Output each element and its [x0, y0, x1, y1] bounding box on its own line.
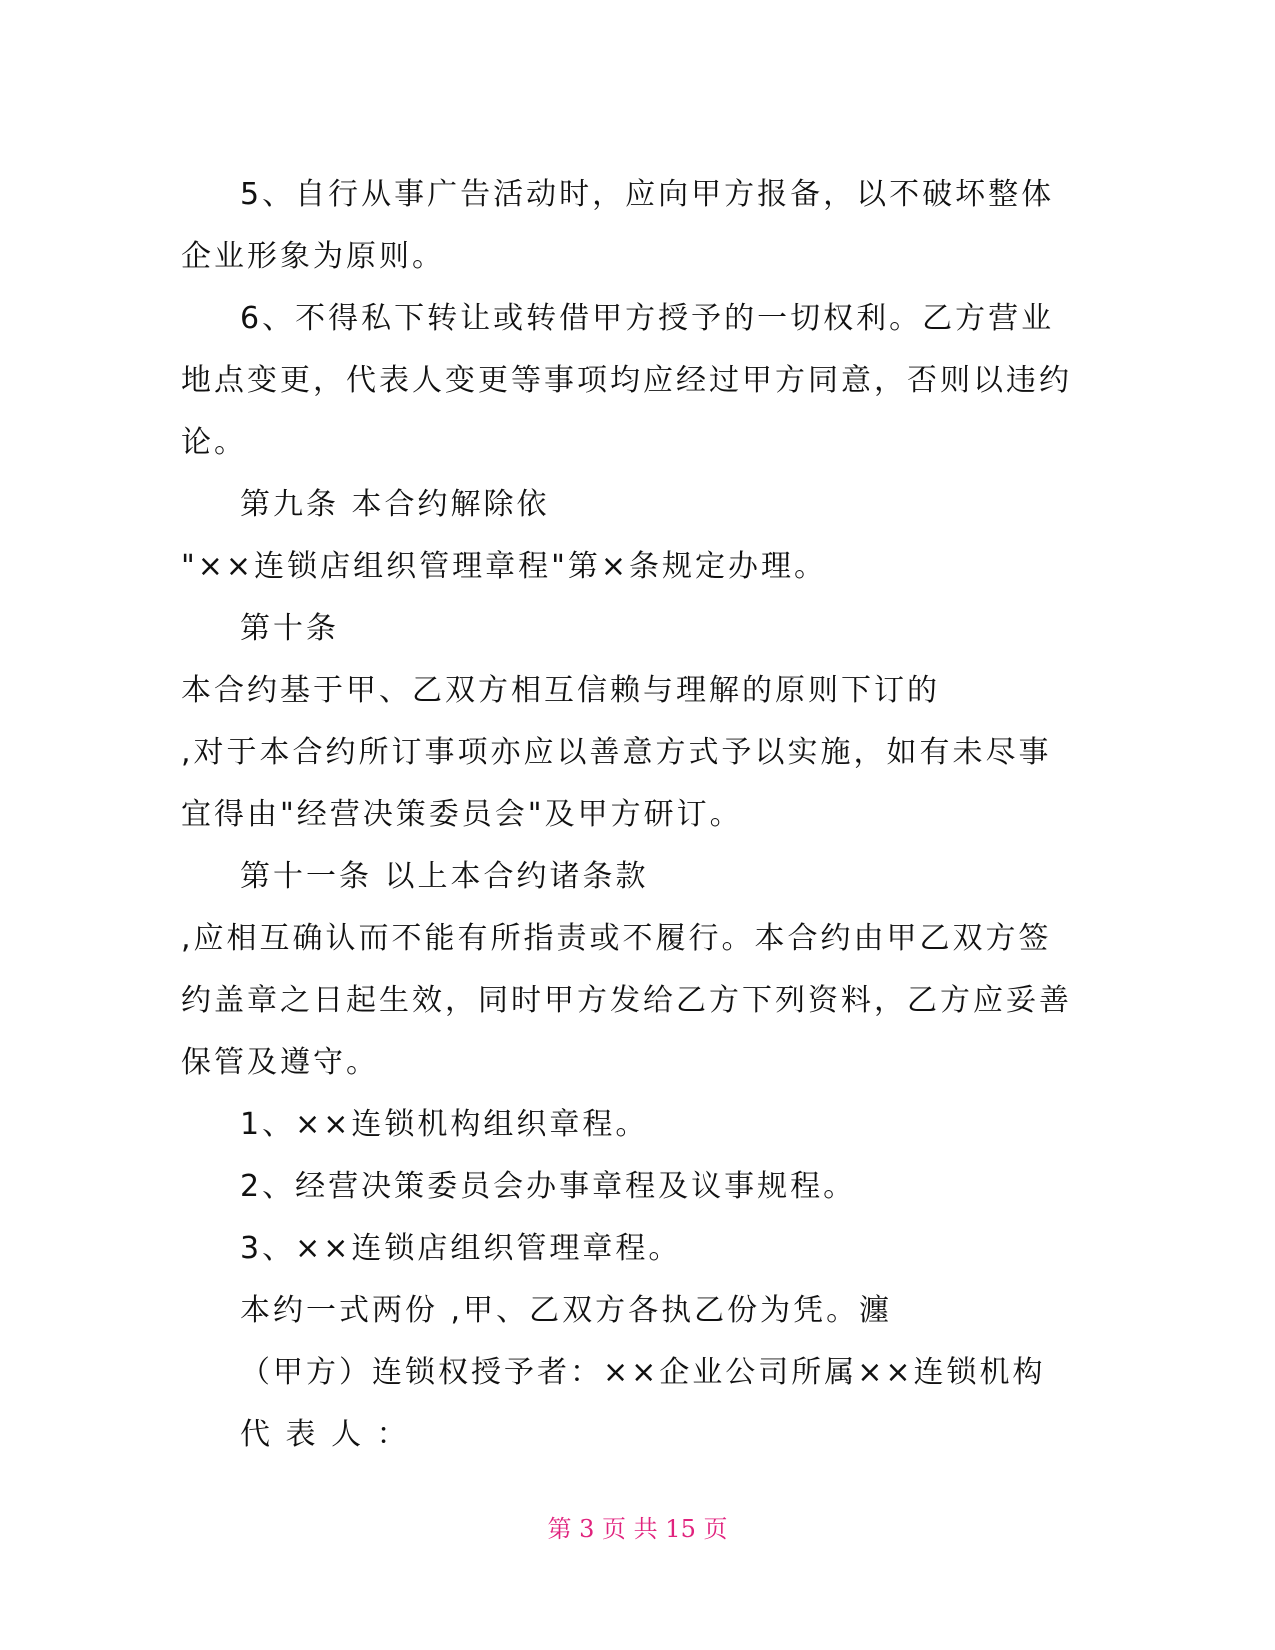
body-text-line: 本约一式两份 ,甲、乙双方各执乙份为凭。瀍: [240, 1293, 893, 1328]
body-text-line: 论。: [181, 425, 247, 460]
article-heading: 第九条 本合约解除依: [240, 487, 550, 522]
list-item: 3、××连锁店组织管理章程。: [240, 1231, 682, 1266]
list-item: 1、××连锁机构组织章程。: [240, 1107, 649, 1142]
body-text-line: 保管及遵守。: [181, 1045, 379, 1080]
signature-party-line: （甲方）连锁权授予者：××企业公司所属××连锁机构: [240, 1355, 1046, 1390]
body-text-line: 5、自行从事广告活动时，应向甲方报备，以不破坏整体: [240, 177, 1055, 212]
body-text-line: 本合约基于甲、乙双方相互信赖与理解的原则下订的: [181, 673, 940, 708]
body-text-line: "××连锁店组织管理章程"第×条规定办理。: [181, 549, 828, 584]
body-text-line: ,对于本合约所订事项亦应以善意方式予以实施，如有未尽事: [181, 735, 1052, 770]
body-text-line: 宜得由"经营决策委员会"及甲方研订。: [181, 797, 743, 832]
article-heading: 第十条: [240, 611, 339, 646]
list-item: 2、经营决策委员会办事章程及议事规程。: [240, 1169, 857, 1204]
representative-line: 代 表 人 ：: [240, 1417, 410, 1452]
body-text-line: 地点变更，代表人变更等事项均应经过甲方同意，否则以违约: [181, 363, 1072, 398]
body-text-line: 约盖章之日起生效，同时甲方发给乙方下列资料，乙方应妥善: [181, 983, 1072, 1018]
article-heading: 第十一条 以上本合约诸条款: [240, 859, 649, 894]
page-number: 第 3 页 共 15 页: [547, 1515, 728, 1543]
body-text-line: 企业形象为原则。: [181, 239, 445, 274]
body-text-line: 6、不得私下转让或转借甲方授予的一切权利。乙方营业: [240, 301, 1055, 336]
body-text-line: ,应相互确认而不能有所指责或不履行。本合约由甲乙双方签: [181, 921, 1052, 956]
